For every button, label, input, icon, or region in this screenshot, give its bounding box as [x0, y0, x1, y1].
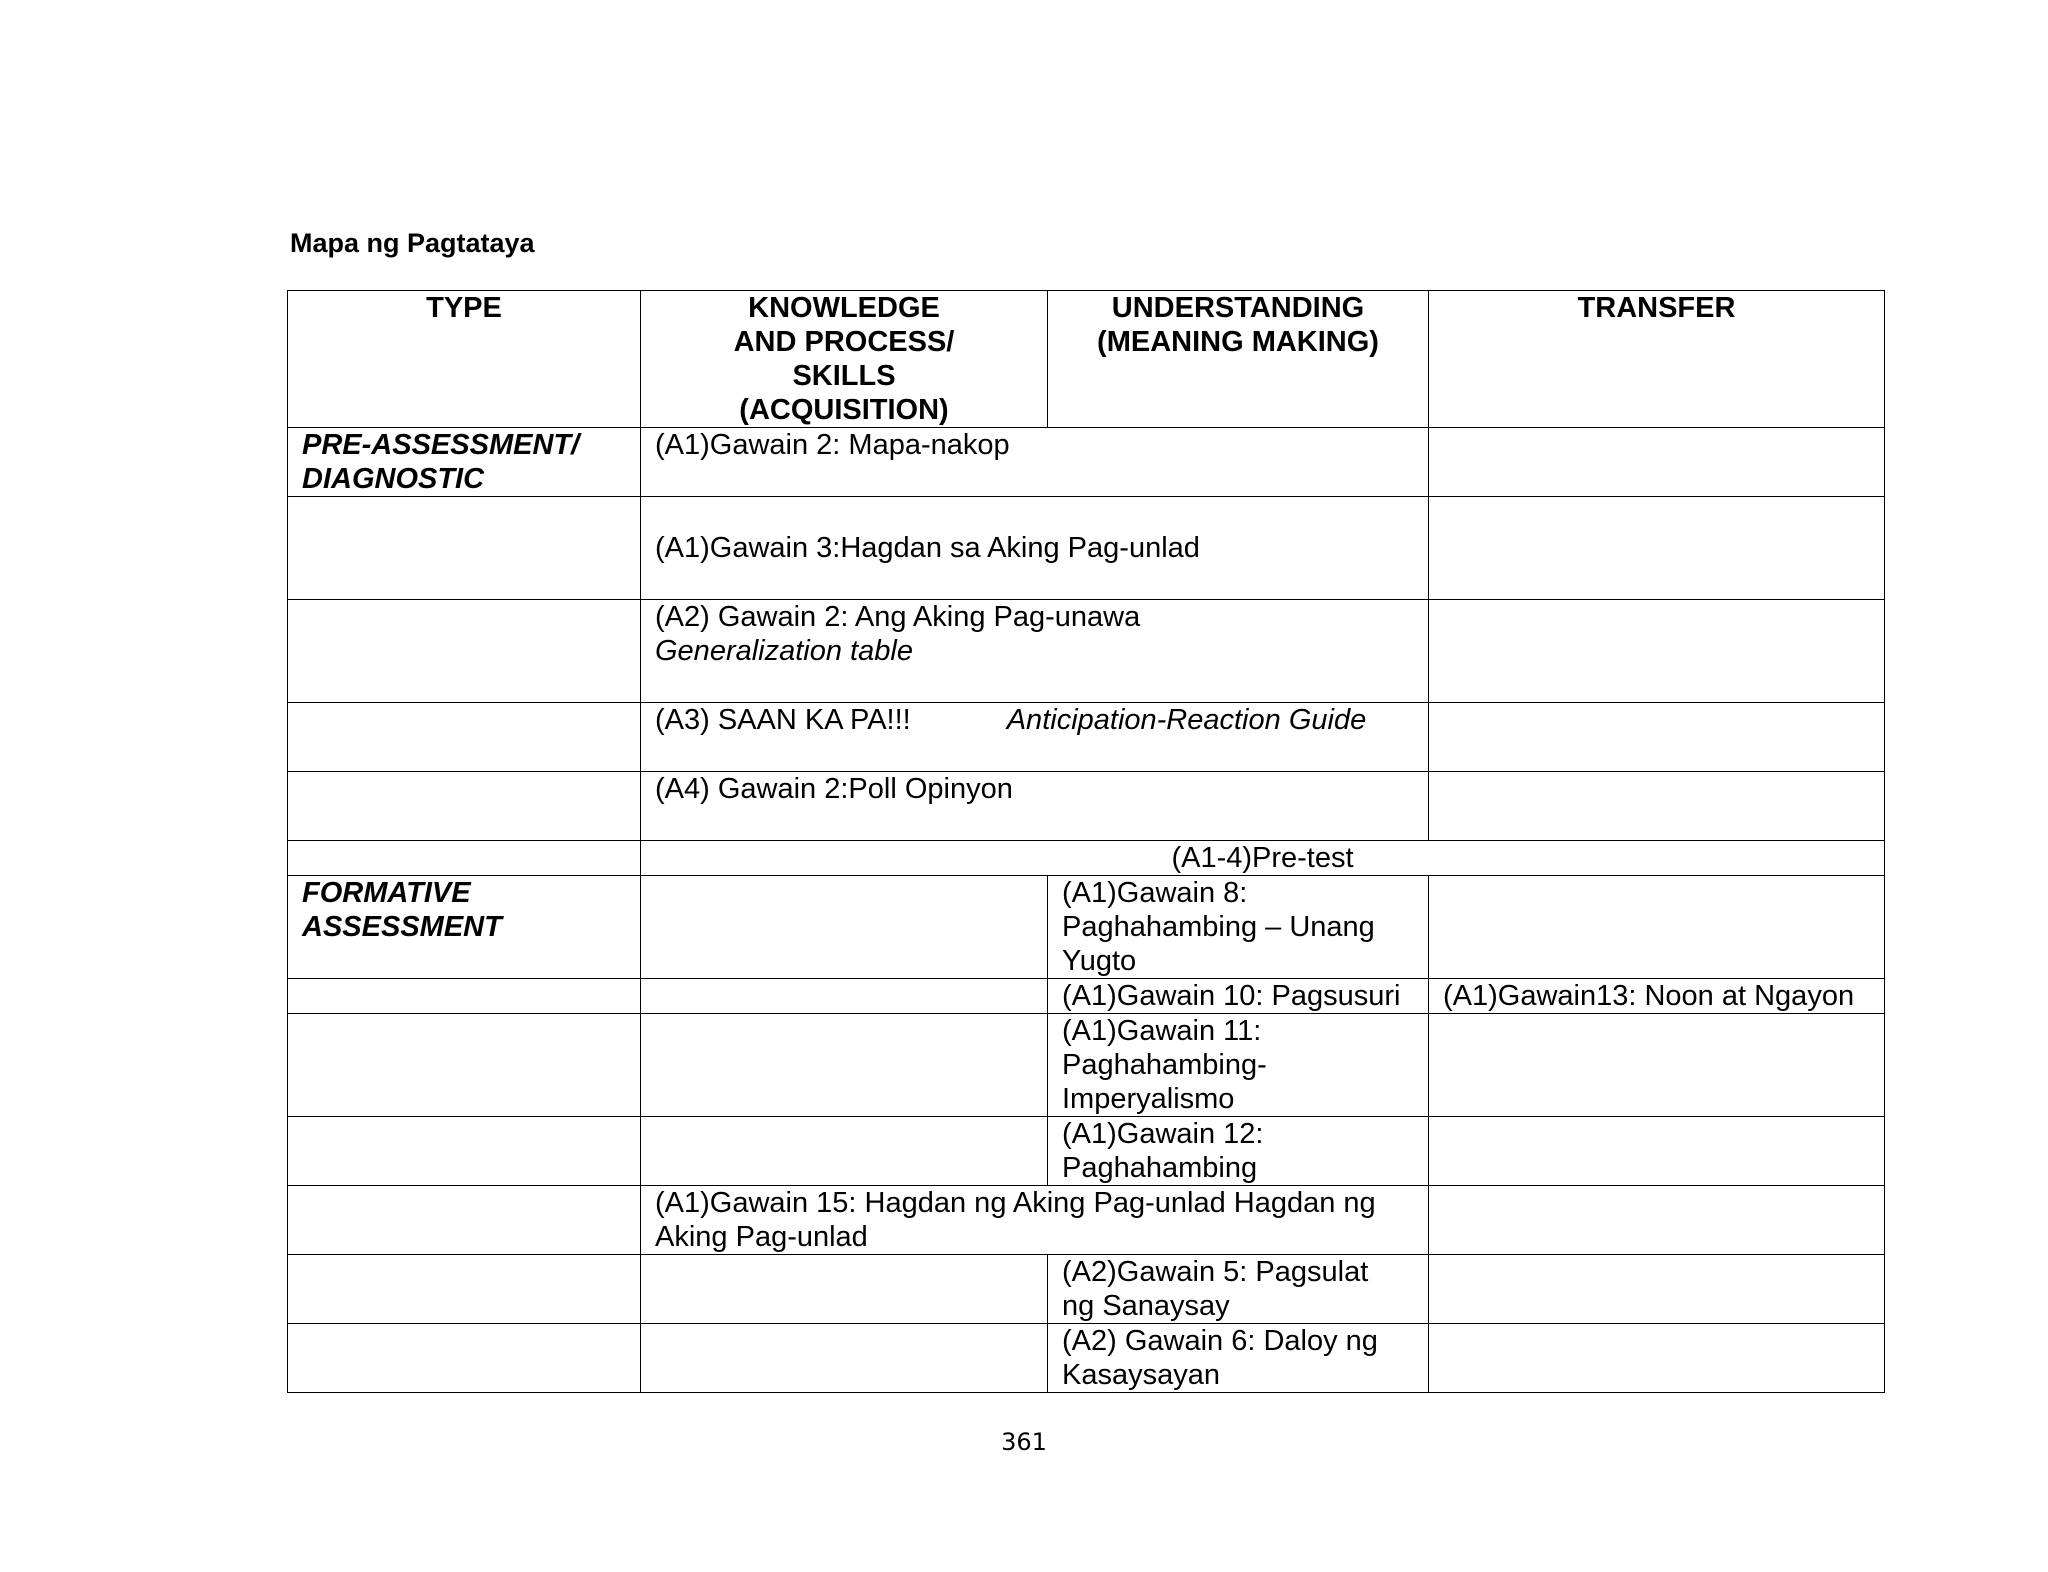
table-row — [288, 497, 1885, 600]
table-row — [288, 600, 1885, 703]
table-cell — [288, 1186, 641, 1255]
table-cell — [641, 876, 1048, 979]
table-cell — [288, 497, 641, 600]
table-cell: (A1)Gawain 3:Hagdan sa Aking Pag-unlad — [641, 497, 1429, 600]
table-cell: (A1)Gawain 2: Mapa-nakop — [641, 428, 1429, 497]
table-row — [288, 1255, 1885, 1324]
page-number: 361 — [1001, 1428, 1047, 1456]
table-cell: (A1-4)Pre-test — [641, 841, 1885, 876]
table-cell: (A3) SAAN KA PA!!! Anticipation-Reaction Guide — [641, 703, 1429, 772]
table-cell — [641, 1117, 1048, 1186]
header-transfer: TRANSFER — [1429, 291, 1885, 428]
table-cell — [1429, 876, 1885, 979]
pre-assessment-label: PRE-ASSESSMENT/ DIAGNOSTIC — [288, 428, 641, 497]
formative-assessment-label: FORMATIVE ASSESSMENT — [288, 876, 641, 979]
table-cell — [1429, 1186, 1885, 1255]
table-cell — [641, 1014, 1048, 1117]
table-cell — [1429, 1117, 1885, 1186]
table-cell: (A1)Gawain13: Noon at Ngayon — [1429, 979, 1885, 1014]
table-cell — [1429, 1014, 1885, 1117]
assessment-map-table — [287, 290, 1885, 1393]
table-cell — [288, 979, 641, 1014]
table-cell: (A2)Gawain 5: Pagsulat ng Sanaysay — [1048, 1255, 1429, 1324]
table-cell — [288, 1324, 641, 1393]
table-cell — [1429, 1255, 1885, 1324]
table-cell — [288, 772, 641, 841]
table-cell — [1429, 600, 1885, 703]
table-cell — [1429, 428, 1885, 497]
table-cell — [641, 1255, 1048, 1324]
table-cell — [1429, 772, 1885, 841]
table-cell: (A2) Gawain 6: Daloy ng Kasaysayan — [1048, 1324, 1429, 1393]
table-row — [288, 1014, 1885, 1117]
table-row — [288, 979, 1885, 1014]
table-cell: (A1)Gawain 11: Paghahambing- Imperyalismo — [1048, 1014, 1429, 1117]
header-type: TYPE — [288, 291, 641, 428]
table-row — [288, 1186, 1885, 1255]
header-row — [288, 291, 1885, 428]
table-row — [288, 1117, 1885, 1186]
table-cell — [288, 1255, 641, 1324]
table-cell — [641, 1324, 1048, 1393]
table-row — [288, 876, 1885, 979]
table-row — [288, 1324, 1885, 1393]
header-knowledge: KNOWLEDGE AND PROCESS/ SKILLS (ACQUISITION) — [641, 291, 1048, 428]
table-row — [288, 772, 1885, 841]
table-cell: (A1)Gawain 10: Pagsusuri — [1048, 979, 1429, 1014]
header-understanding: UNDERSTANDING (MEANING MAKING) — [1048, 291, 1429, 428]
table-cell — [288, 1117, 641, 1186]
table-cell — [1429, 703, 1885, 772]
table-cell: (A2) Gawain 2: Ang Aking Pag-unawa Generalization table — [641, 600, 1429, 703]
table-row — [288, 841, 1885, 876]
table-cell — [288, 703, 641, 772]
page-title: Mapa ng Pagtataya — [290, 228, 535, 258]
table-row — [288, 703, 1885, 772]
table-cell — [641, 979, 1048, 1014]
table-row — [288, 428, 1885, 497]
table-cell — [1429, 1324, 1885, 1393]
table-cell — [288, 1014, 641, 1117]
table-cell — [288, 600, 641, 703]
table-cell: (A1)Gawain 15: Hagdan ng Aking Pag-unlad Hagdan ng Aking Pag-unlad — [641, 1186, 1429, 1255]
table-cell — [1429, 497, 1885, 600]
table-cell — [288, 841, 641, 876]
table-cell: (A4) Gawain 2:Poll Opinyon — [641, 772, 1429, 841]
table-cell: (A1)Gawain 12: Paghahambing — [1048, 1117, 1429, 1186]
table-cell: (A1)Gawain 8: Paghahambing – Unang Yugto — [1048, 876, 1429, 979]
